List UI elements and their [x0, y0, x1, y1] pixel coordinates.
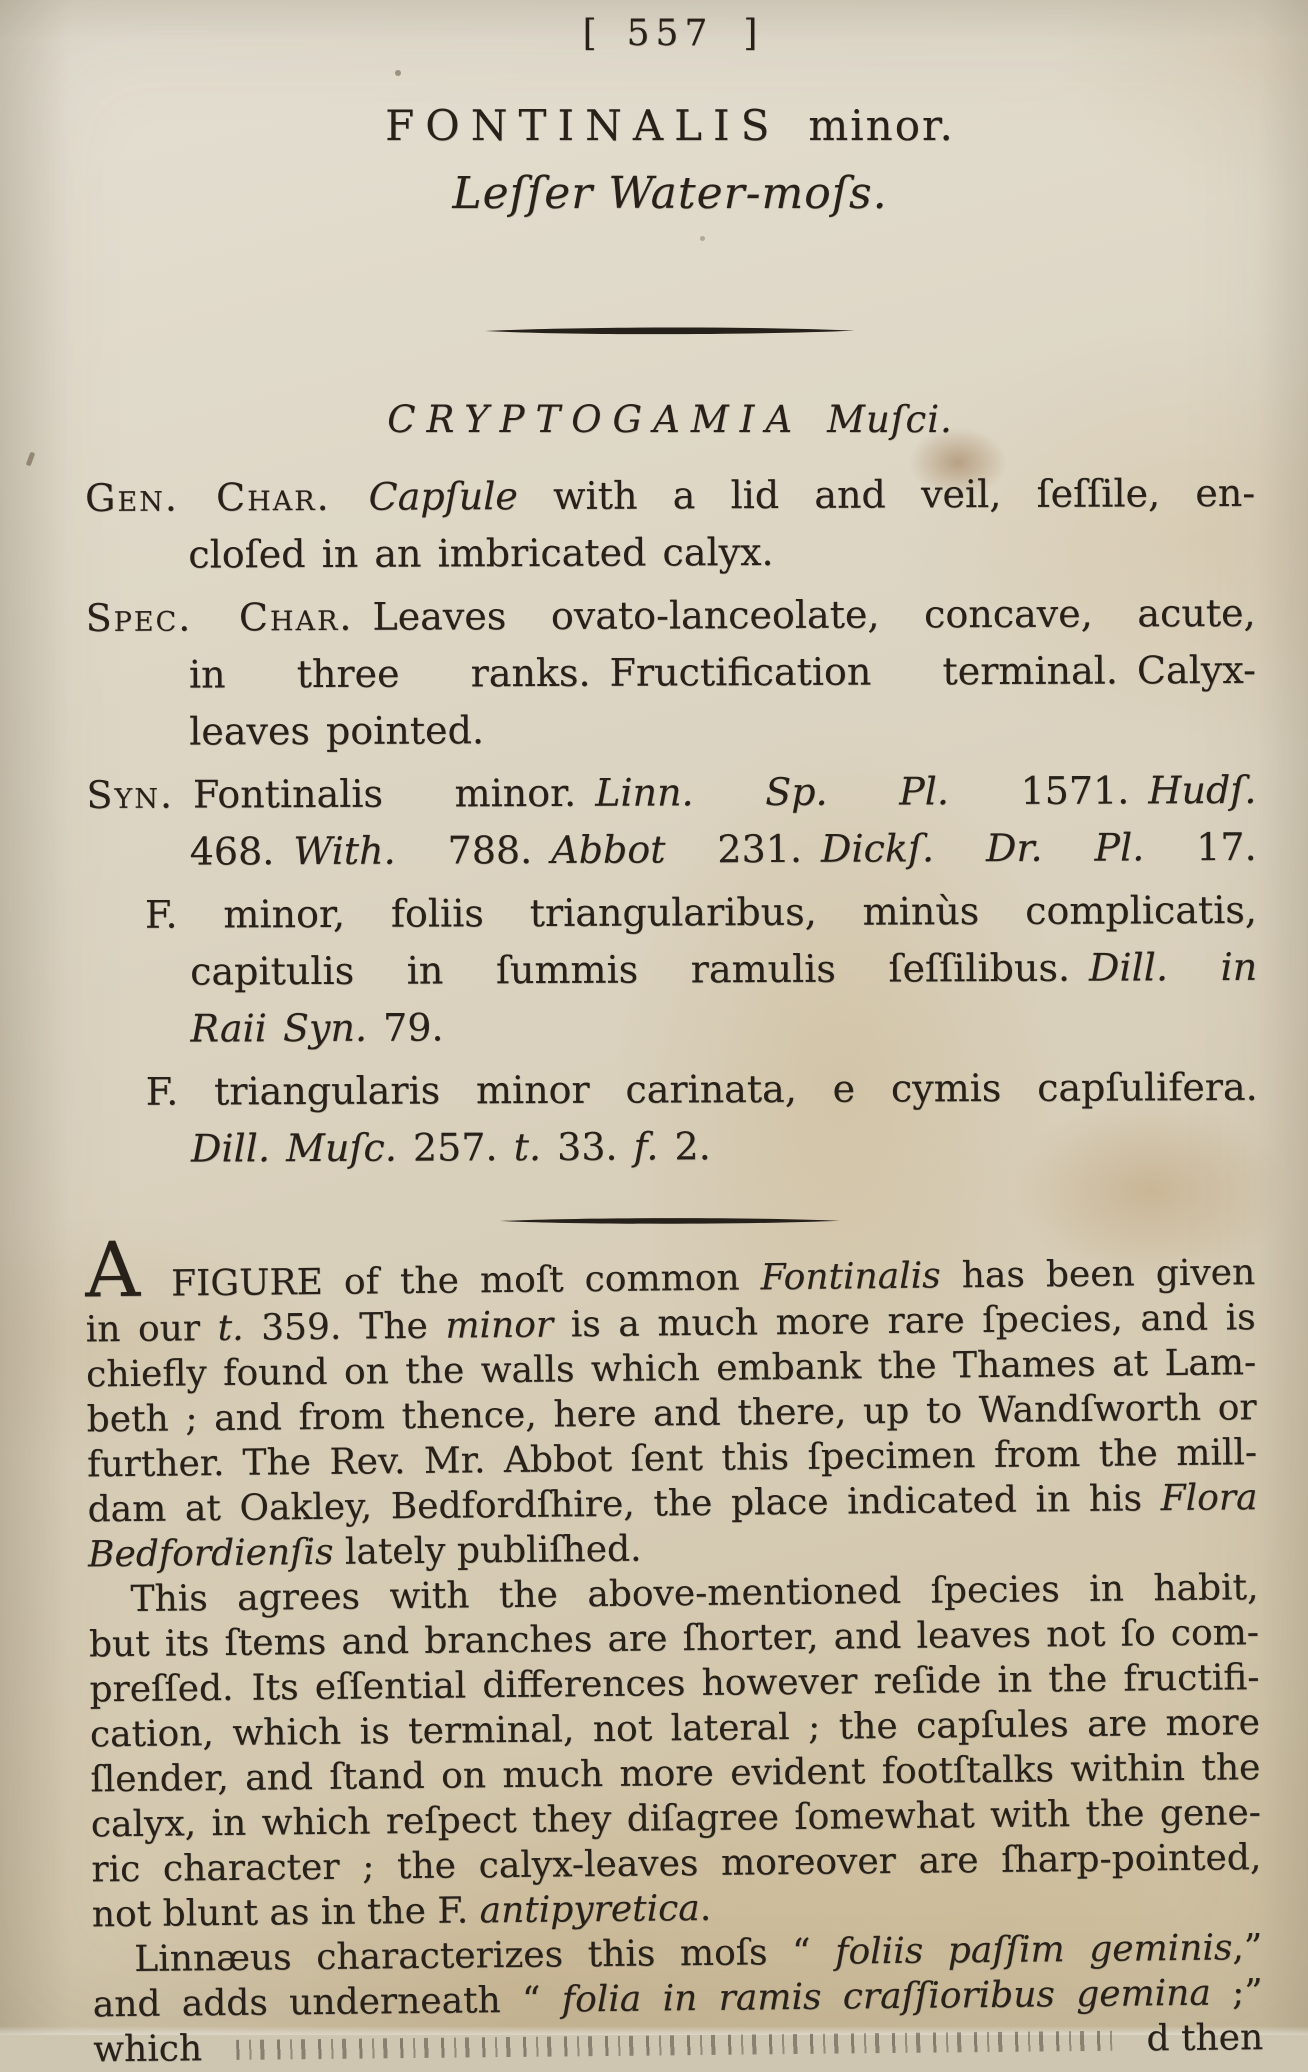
text-segment: Bedfordienſis	[87, 1531, 334, 1576]
text-segment: Dill. in	[1088, 944, 1258, 990]
species-epithet: minor.	[808, 101, 955, 150]
text-segment: Linnæus characterizes this moſs “	[134, 1931, 836, 1980]
text-line	[86, 642, 1256, 704]
text-line	[86, 699, 1256, 761]
text-segment: With.	[293, 828, 396, 874]
text-segment: 33.	[540, 1124, 634, 1170]
text-segment: further. The Rev. Mr. Abbot ſent this ſpecimen from the mill-	[86, 1432, 1258, 1486]
text-segment: 257.	[396, 1125, 514, 1170]
text-line	[87, 882, 1257, 944]
page-number	[85, 10, 1255, 58]
page-content	[84, 0, 1264, 2072]
text-segment: FIGURE of the moſt common	[149, 1257, 761, 1305]
dillenius-minor	[87, 882, 1258, 1058]
text-segment: calyx, in which reſpect they diſagree ſomewhat with the gene-	[90, 1792, 1262, 1846]
text-segment: preſſed. Its eſſential differences however reſide in the fructifi-	[89, 1657, 1260, 1711]
text-segment: in three ranks. Fructification terminal. Calyx-	[188, 647, 1256, 697]
text-segment: cloſed in an imbricated calyx.	[188, 529, 774, 577]
text-segment: f.	[633, 1124, 659, 1169]
text-segment: Syn.	[86, 772, 175, 817]
text-segment: Hudſ.	[1148, 767, 1257, 813]
species-title	[85, 100, 1255, 152]
text-segment: in our	[85, 1308, 218, 1351]
synoptic-entries	[85, 465, 1258, 1178]
text-segment: ;”	[1210, 1972, 1263, 2014]
text-segment: is a much more rare ſpecies, and is	[552, 1297, 1256, 1346]
linnaeus-paragraph	[92, 1925, 1263, 2072]
page-number-value: 557	[626, 13, 714, 54]
clipped-letters-texture	[236, 2031, 1113, 2060]
text-line	[88, 1059, 1258, 1121]
comparison-paragraph	[88, 1565, 1262, 1937]
text-segment: Dill. Muſc.	[190, 1125, 397, 1171]
text-segment: Fontinalis	[760, 1255, 941, 1299]
text-segment: chiefly found on the walls which embank the Thames at Lam-	[85, 1342, 1257, 1396]
text-segment: Abbot	[551, 827, 666, 872]
generic-character	[85, 465, 1255, 584]
text-segment: This agrees with the above-mentioned ſpecies in habit,	[130, 1567, 1259, 1620]
specific-character	[86, 585, 1257, 761]
text-segment: and adds underneath “	[92, 1979, 562, 2026]
bracket-close: ]	[743, 13, 758, 54]
text-segment: ric character ; the calyx-leaves moreover are ſharp-pointed,	[91, 1837, 1262, 1891]
text-segment: Gen. Char.	[85, 474, 331, 520]
text-segment: 468.	[189, 829, 294, 874]
text-segment: has been given	[940, 1252, 1256, 1297]
text-segment: foliis paſſim geminis	[834, 1927, 1233, 1973]
text-line	[88, 1116, 1258, 1178]
text-segment: with a lid and veil, ſeſſile, en-	[517, 470, 1256, 519]
text-line	[87, 819, 1257, 881]
order-name: Muſci.	[827, 398, 953, 441]
text-segment: 359. The	[243, 1305, 446, 1349]
text-segment: .	[699, 1887, 712, 1930]
text-segment: Linn. Sp. Pl.	[595, 769, 950, 815]
bracket-open: [	[582, 13, 597, 54]
text-segment: leaves pointed.	[189, 708, 485, 754]
text-segment: 2.	[658, 1124, 711, 1169]
text-segment: not blunt as in the F.	[91, 1890, 480, 1936]
text-segment: ,”	[1232, 1927, 1263, 1969]
text-segment: minor	[445, 1304, 554, 1347]
habitat-paragraph	[84, 1224, 1258, 1577]
text-segment: Fontinalis minor.	[173, 770, 596, 817]
text-segment: but its ſtems and branches are ſhorter, and leaves not ſo com-	[88, 1612, 1260, 1666]
text-segment: dam at Oakley, Bedfordſhire, the place indicated in his	[87, 1478, 1161, 1531]
text-segment: capitulis in ſummis ramulis ſeſſilibus.	[190, 945, 1090, 994]
text-segment: Dickſ. Dr. Pl.	[820, 825, 1145, 871]
text-segment: 231.	[665, 826, 822, 872]
text-segment	[331, 475, 369, 519]
genus-name: FONTINALIS	[385, 101, 781, 150]
text-segment: which	[93, 2028, 203, 2071]
text-segment: Flora	[1160, 1477, 1258, 1520]
text-line	[85, 465, 1255, 527]
text-segment: Capſule	[368, 474, 518, 519]
description-text	[84, 1224, 1264, 2072]
text-segment: t.	[217, 1307, 244, 1350]
text-segment: 79.	[366, 1005, 444, 1050]
text-segment: d then	[1146, 2017, 1264, 2060]
text-segment: F. minor, foliis triangularibus, minùs complicatis,	[144, 887, 1258, 937]
swelled-rule-top	[483, 324, 857, 338]
text-line	[86, 585, 1256, 647]
text-segment: 1571.	[948, 768, 1149, 814]
text-line	[87, 996, 1257, 1058]
text-segment: Raii Syn.	[190, 1005, 368, 1051]
text-segment: cation, which is terminal, not lateral ; the capſules are more	[89, 1702, 1261, 1756]
text-line	[86, 762, 1256, 824]
text-segment: antipyretica	[479, 1888, 700, 1932]
swelled-rule-bottom	[498, 1214, 842, 1228]
text-segment: folia in ramis craſſioribus gemina	[561, 1972, 1212, 2021]
taxonomy-line	[85, 396, 1255, 444]
text-segment: 17.	[1144, 824, 1257, 870]
text-segment: Spec. Char.	[85, 594, 354, 640]
text-segment: ſlender, and ſtand on much more evident footſtalks within the	[90, 1747, 1261, 1801]
text-line	[87, 939, 1257, 1001]
text-segment: 788.	[395, 827, 552, 873]
text-segment: Leaves ovato-lanceolate, concave, acute,	[353, 590, 1256, 639]
drop-cap: A	[84, 1224, 143, 1315]
common-name: Leſſer Water-moſs.	[452, 168, 888, 219]
text-segment: beth ; and from thence, here and there, up to Wandſworth or	[86, 1387, 1257, 1441]
text-line	[85, 522, 1255, 584]
text-segment: t.	[513, 1125, 542, 1170]
dillenius-triangularis	[88, 1059, 1258, 1178]
text-segment: lately publiſhed.	[333, 1528, 642, 1573]
text-segment: F. triangularis minor carinata, e cymis capſulifera.	[145, 1064, 1258, 1114]
ink-speck	[26, 452, 35, 467]
synonyms	[86, 762, 1256, 881]
class-name: CRYPTOGAMIA	[387, 398, 804, 441]
